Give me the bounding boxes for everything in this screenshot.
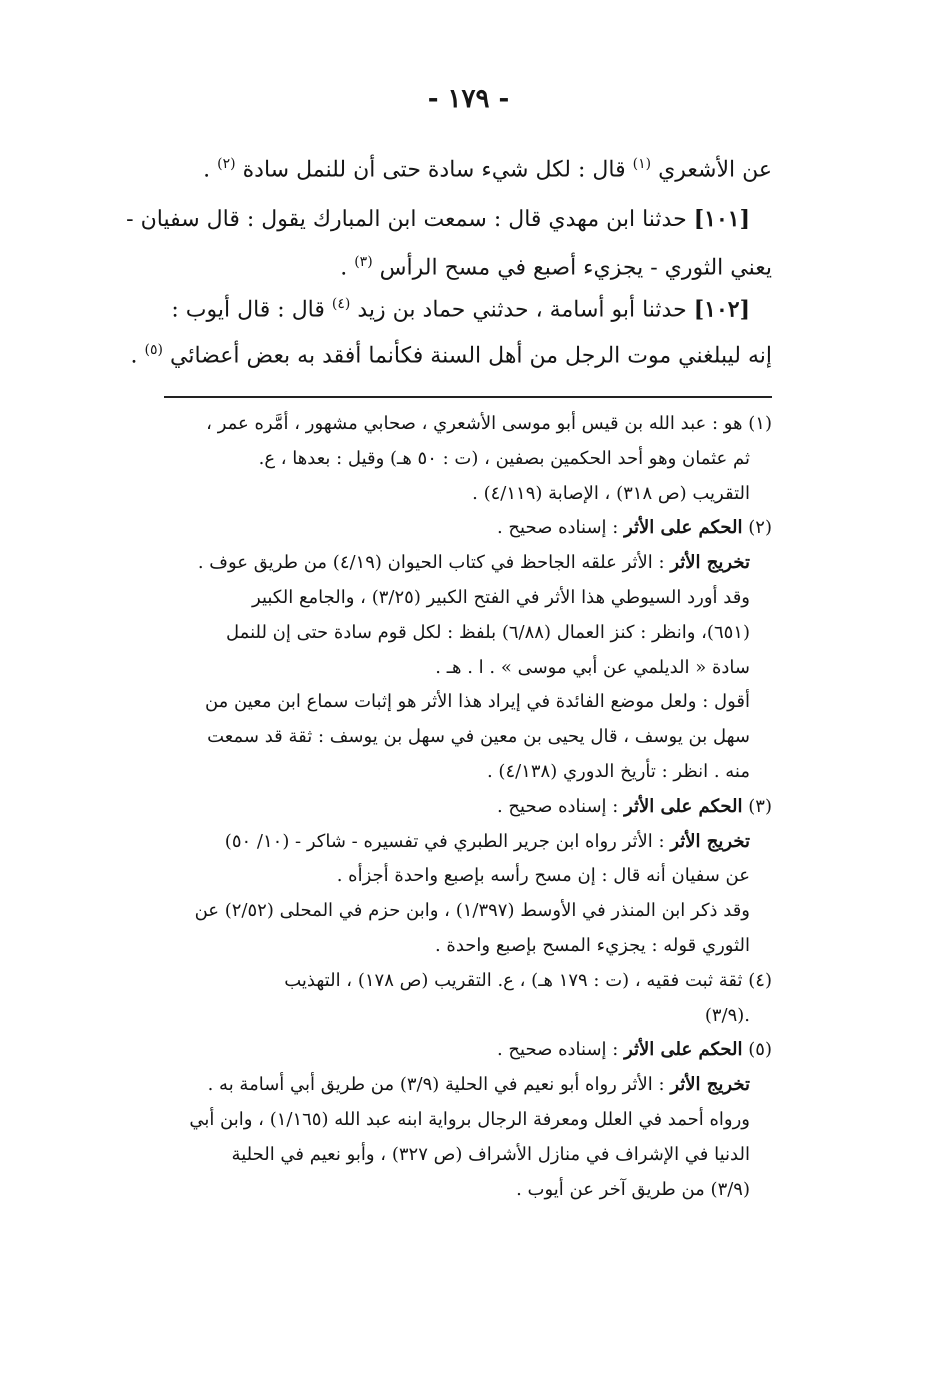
- footnote-text: منه . انظر : تأريخ الدوري (٤/١٣٨) .: [486, 761, 750, 782]
- footnote-line: [497, 795, 772, 819]
- footnote-text: : إسناده صحيح .: [496, 517, 619, 538]
- main-line-1: عن الأشعري $^{(١)}$ قال : لكل شيء سادة حتى أن للنمل سادة $^{(٢)}$ .: [203, 156, 772, 183]
- footnote-text: .(٣/٩): [704, 1005, 750, 1026]
- footnote-text: : الأثر رواه ابن جرير الطبري في تفسيره - شاكر - (١٠/ ٥٠): [224, 831, 665, 852]
- footnote-line: [252, 586, 750, 610]
- footnote-line: [226, 621, 750, 645]
- footnote-number: (٣): [748, 796, 772, 817]
- footnote-ref[interactable]: (٢): [217, 156, 236, 172]
- main-line-2: [١٠١] حدثنا ابن مهدي قال : سمعت ابن المبارك يقول : قال سفيان -: [126, 206, 750, 232]
- footnote-text: التقريب (ص ٣١٨) ، الإصابة (٤/١١٩) .: [472, 483, 750, 504]
- footnote-line: [198, 551, 750, 575]
- hadith-number: [١٠٢]: [693, 296, 750, 323]
- footnote-line: [206, 412, 772, 436]
- footnote-line: [232, 1143, 750, 1167]
- footnote-text: ثم عثمان وهو أحد الحكمين بصفين ، (ت : ٥٠ هـ) وقيل : بعدها ، ع.: [258, 448, 750, 469]
- footnote-line: [435, 656, 750, 680]
- footnote-text: سادة « الديلمي عن أبي موسى » . ا . هـ .: [435, 657, 750, 678]
- footnote-line: [497, 516, 772, 540]
- footnote-text: (٤) ثقة ثبت فقيه ، (ت : ١٧٩ هـ) ، ع. التقريب (ص ١٧٨) ، التهذيب: [284, 970, 772, 991]
- footnote-divider: [164, 396, 772, 398]
- footnote-number: (٢): [748, 517, 772, 538]
- footnote-heading: تخريج الأثر: [670, 831, 750, 852]
- footnote-line: [337, 864, 750, 888]
- footnote-line: [705, 1004, 750, 1028]
- footnote-line: [516, 1178, 750, 1202]
- footnote-text: سهل بن يوسف ، قال يحيى بن معين في سهل بن يوسف : ثقة قد سمعت: [207, 726, 750, 747]
- hadith-number: [١٠١]: [693, 206, 750, 232]
- footnote-text: الثوري قوله : يجزيء المسح بإصبع واحدة .: [434, 935, 750, 956]
- footnote-number: (٥): [748, 1039, 772, 1060]
- footnote-line: [497, 1038, 772, 1062]
- footnote-text: (٣/٩) من طريق آخر عن أيوب .: [516, 1179, 750, 1200]
- footnote-text: (١) هو : عبد الله بن قيس أبو موسى الأشعري ، صحابي مشهور ، أمَّره عمر ،: [206, 413, 772, 434]
- footnote-heading: الحكم على الأثر: [624, 1039, 743, 1060]
- footnote-heading: الحكم على الأثر: [624, 796, 743, 817]
- footnote-line: [259, 447, 750, 471]
- footnote-text: وقد ذكر ابن المنذر في الأوسط (١/٣٩٧) ، وابن حزم في المحلى (٢/٥٢) عن: [194, 900, 750, 921]
- footnote-text: ورواه أحمد في العلل ومعرفة الرجال برواية ابنه عبد الله (١/١٦٥) ، وابن أبي: [189, 1109, 750, 1130]
- footnote-text: الدنيا في الإشراف في منازل الأشراف (ص ٣٢٧) ، وأبو نعيم في الحلية: [231, 1144, 750, 1165]
- footnote-line: [472, 482, 750, 506]
- footnote-line: [205, 690, 750, 714]
- footnote-text: : إسناده صحيح .: [496, 796, 619, 817]
- footnote-line: [195, 899, 750, 923]
- footnote-heading: تخريج الأثر: [670, 552, 750, 573]
- footnote-line: [487, 760, 750, 784]
- footnote-ref[interactable]: (٤): [331, 296, 351, 312]
- footnote-text: : إسناده صحيح .: [496, 1039, 619, 1060]
- footnote-text: أقول : ولعل موضع الفائدة في إيراد هذا الأثر هو إثبات سماع ابن معين من: [204, 691, 750, 712]
- footnote-ref[interactable]: (٣): [354, 254, 373, 270]
- main-line-5: إنه ليبلغني موت الرجل من أهل السنة فكأنما أفقد به بعض أعضائي $^{(٥)}$ .: [130, 342, 772, 369]
- footnote-text: عن سفيان أنه قال : إن مسح رأسه بإصبع واحدة أجزأه .: [336, 865, 750, 886]
- footnote-line: [284, 969, 772, 993]
- footnote-ref[interactable]: (١): [632, 156, 652, 172]
- footnote-ref[interactable]: (٥): [144, 342, 164, 358]
- footnote-heading: تخريج الأثر: [670, 1074, 750, 1095]
- footnote-line: [435, 934, 750, 958]
- footnote-line: [208, 1073, 750, 1097]
- footnote-line: [225, 830, 750, 854]
- main-line-3: يعني الثوري - يجزيء أصبع في مسح الرأس $^{(٣)}$ .: [340, 254, 772, 281]
- footnote-text: : الأثر علقه الجاحظ في كتاب الحيوان (٤/١٩) من طريق عوف .: [197, 552, 665, 573]
- page-number: - ١٧٩ -: [427, 84, 510, 114]
- footnote-text: : الأثر رواه أبو نعيم في الحلية (٣/٩) من طريق أبي أسامة به .: [207, 1074, 665, 1095]
- footnote-line: [207, 725, 750, 749]
- footnote-text: (٦٥١)، وانظر : كنز العمال (٦/٨٨) بلفظ : لكل قوم سادة حتى إن للنمل: [226, 622, 750, 643]
- footnote-heading: الحكم على الأثر: [624, 517, 743, 538]
- main-line-4: [١٠٢] حدثنا أبو أسامة ، حدثني حماد بن زيد $^{(٤)}$ قال : قال أيوب :: [171, 296, 750, 323]
- footnote-line: [189, 1108, 750, 1132]
- footnote-text: وقد أورد السيوطي هذا الأثر في الفتح الكبير (٣/٢٥) ، والجامع الكبير: [252, 587, 750, 608]
